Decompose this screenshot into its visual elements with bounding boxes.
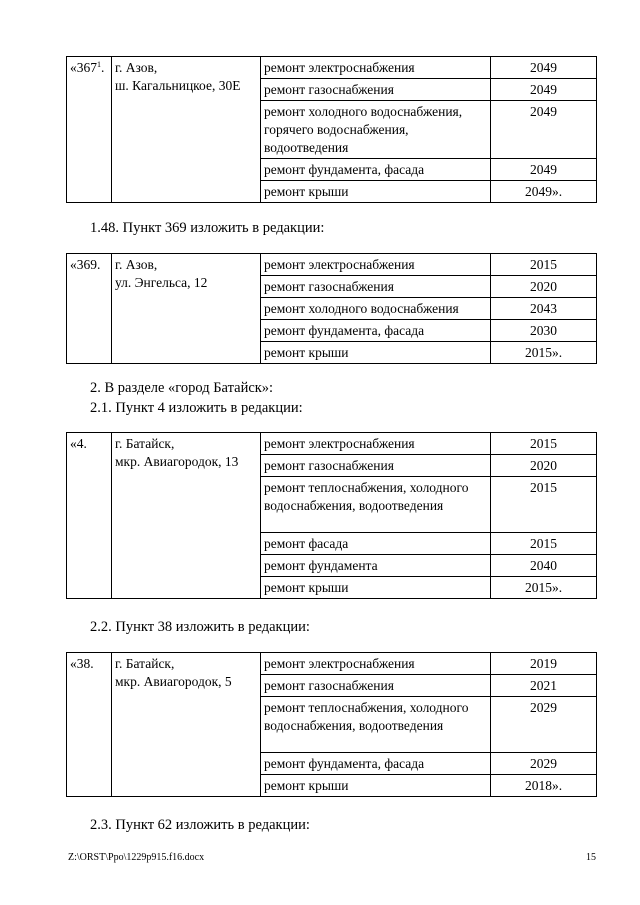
year-cell: 2015 xyxy=(491,533,597,555)
year-cell: 2015». xyxy=(491,342,597,364)
table-38 xyxy=(66,652,597,797)
year-cell: 2029 xyxy=(491,753,597,775)
work-cell: ремонт газоснабжения xyxy=(261,455,491,477)
year-cell: 2029 xyxy=(491,697,597,753)
work-cell: ремонт фундамента, фасада xyxy=(261,159,491,181)
item-number: «4. xyxy=(67,433,112,599)
work-cell: ремонт фундамента, фасада xyxy=(261,753,491,775)
work-cell: ремонт электроснабжения xyxy=(261,433,491,455)
year-cell: 2018». xyxy=(491,775,597,797)
year-cell: 2043 xyxy=(491,298,597,320)
paragraph-2-3: 2.3. Пункт 62 изложить в редакции: xyxy=(90,817,310,833)
work-cell: ремонт электроснабжения xyxy=(261,57,491,79)
item-number: «369. xyxy=(67,254,112,364)
table-row xyxy=(67,653,597,675)
table-row xyxy=(67,254,597,276)
year-cell: 2030 xyxy=(491,320,597,342)
work-cell: ремонт теплоснабжения, холодного водоснабжения, водоотведения xyxy=(261,477,491,533)
work-cell: ремонт газоснабжения xyxy=(261,79,491,101)
year-cell: 2015». xyxy=(491,577,597,599)
year-cell: 2049 xyxy=(491,159,597,181)
year-cell: 2049 xyxy=(491,57,597,79)
work-cell: ремонт электроснабжения xyxy=(261,254,491,276)
year-cell: 2015 xyxy=(491,433,597,455)
year-cell: 2019 xyxy=(491,653,597,675)
work-cell: ремонт фундамента xyxy=(261,555,491,577)
work-cell: ремонт газоснабжения xyxy=(261,675,491,697)
work-cell: ремонт электроснабжения xyxy=(261,653,491,675)
work-cell: ремонт фундамента, фасада xyxy=(261,320,491,342)
year-cell: 2049 xyxy=(491,101,597,159)
year-cell: 2020 xyxy=(491,455,597,477)
table-369 xyxy=(66,253,597,364)
work-cell: ремонт крыши xyxy=(261,577,491,599)
table-4 xyxy=(66,432,597,599)
footer-file-path: Z:\ORST\Ppo\1229p915.f16.docx xyxy=(68,852,205,863)
table-row xyxy=(67,433,597,455)
work-cell: ремонт крыши xyxy=(261,342,491,364)
paragraph-2-1: 2.1. Пункт 4 изложить в редакции: xyxy=(90,400,303,416)
address-cell: г. Батайск, мкр. Авиагородок, 13 xyxy=(112,433,261,599)
paragraph-2: 2. В разделе «город Батайск»: xyxy=(90,380,274,396)
work-cell: ремонт газоснабжения xyxy=(261,276,491,298)
work-cell: ремонт холодного водоснабжения xyxy=(261,298,491,320)
year-cell: 2015 xyxy=(491,254,597,276)
work-cell: ремонт теплоснабжения, холодного водоснабжения, водоотведения xyxy=(261,697,491,753)
work-cell: ремонт фасада xyxy=(261,533,491,555)
work-cell: ремонт крыши xyxy=(261,775,491,797)
paragraph-2-2: 2.2. Пункт 38 изложить в редакции: xyxy=(90,619,310,635)
address-cell: г. Азов, ул. Энгельса, 12 xyxy=(112,254,261,364)
year-cell: 2040 xyxy=(491,555,597,577)
address-cell: г. Азов, ш. Кагальницкое, 30Е xyxy=(112,57,261,203)
year-cell: 2020 xyxy=(491,276,597,298)
year-cell: 2049 xyxy=(491,79,597,101)
table-row xyxy=(67,57,597,79)
work-cell: ремонт холодного водоснабжения, горячего водоснабжения, водоотведения xyxy=(261,101,491,159)
item-number: «$367^1$. xyxy=(67,57,112,203)
page-number: 15 xyxy=(586,852,596,863)
year-cell: 2049». xyxy=(491,181,597,203)
table-367 xyxy=(66,56,597,203)
year-cell: 2021 xyxy=(491,675,597,697)
item-number: «38. xyxy=(67,653,112,797)
year-cell: 2015 xyxy=(491,477,597,533)
paragraph-1-48: 1.48. Пункт 369 изложить в редакции: xyxy=(90,220,325,236)
work-cell: ремонт крыши xyxy=(261,181,491,203)
address-cell: г. Батайск, мкр. Авиагородок, 5 xyxy=(112,653,261,797)
